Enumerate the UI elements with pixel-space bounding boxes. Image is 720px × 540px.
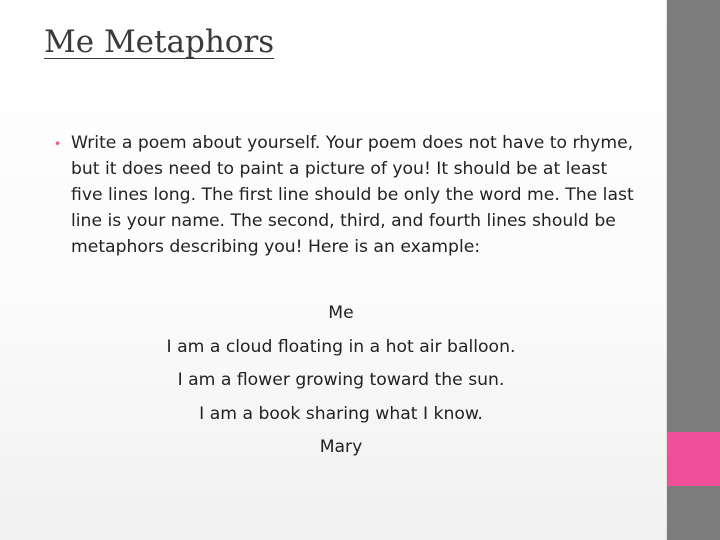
decorative-accent-block: [667, 432, 720, 486]
poem-line: Me: [328, 303, 354, 323]
slide-title: Me Metaphors: [44, 24, 275, 60]
poem-line: I am a book sharing what I know.: [199, 403, 483, 424]
bullet-marker-icon: •: [54, 137, 62, 151]
poem-line: I am a cloud floating in a hot air balloon.: [166, 336, 516, 357]
instruction-text: Write a poem about yourself. Your poem does not have to rhyme, but it does need to paint a picture of you! It should be at least five lines long. The first line should be only the word me. The last line is your name. The second, third, and fourth lines should be metaphors describing you! Here is an example:: [71, 133, 634, 257]
poem-line: I am a flower growing toward the sun.: [177, 370, 505, 390]
example-poem: [0, 297, 682, 465]
instruction-bullet: [54, 130, 644, 260]
poem-line: Mary: [319, 437, 363, 457]
